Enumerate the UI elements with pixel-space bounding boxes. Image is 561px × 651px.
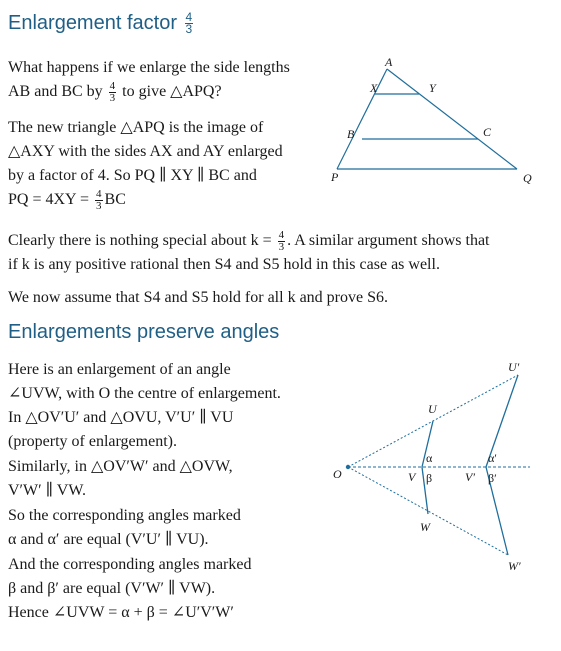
fraction: $\frac{4}{3}$ bbox=[109, 79, 116, 104]
text-line: α and α′ are equal (V′U′ ∥ VU). bbox=[8, 531, 209, 548]
paragraph-general-k bbox=[8, 229, 489, 277]
paragraph-question bbox=[8, 56, 290, 104]
label-w: W bbox=[420, 520, 430, 534]
text-line: Clearly there is nothing special about k = $\frac{4}{3}$ . A similar argument shows that bbox=[8, 228, 490, 253]
label-alpha-prime: α′ bbox=[488, 451, 497, 465]
text-line: Hence ∠UVW = α + β = ∠U′V′W′ bbox=[8, 604, 234, 621]
label-u-prime: U′ bbox=[508, 360, 520, 374]
text-line: β and β′ are equal (V′W′ ∥ VW). bbox=[8, 580, 216, 597]
label-x: X bbox=[370, 81, 378, 95]
paragraph-similarly bbox=[8, 455, 233, 503]
heading-enlargements-preserve-angles: Enlargements preserve angles bbox=[8, 321, 280, 343]
paragraph-explanation bbox=[8, 116, 283, 212]
paragraph-assumption bbox=[8, 286, 388, 310]
label-a: A bbox=[385, 55, 393, 69]
text-line: Here is an enlargement of an angle bbox=[8, 361, 231, 378]
label-b: B bbox=[347, 127, 355, 141]
text-line: by a factor of 4. So PQ ∥ XY ∥ BC and bbox=[8, 167, 257, 184]
fraction: $\frac{4}{3}$ bbox=[278, 228, 285, 253]
triangle-diagram bbox=[325, 55, 550, 190]
side-aq bbox=[387, 69, 517, 169]
label-q: Q bbox=[523, 171, 532, 185]
text-line: And the corresponding angles marked bbox=[8, 556, 252, 573]
label-u: U bbox=[428, 402, 437, 416]
side-ap bbox=[337, 69, 387, 169]
text-line: if k is any positive rational then S4 and S5 hold in this case as well. bbox=[8, 256, 440, 273]
paragraph-intro bbox=[8, 358, 281, 406]
label-v-prime: V′ bbox=[465, 470, 475, 484]
angle-enlargement-diagram bbox=[325, 360, 550, 580]
text-line: PQ = 4XY = $\frac{4}{3}$ BC bbox=[8, 187, 126, 212]
label-alpha: α bbox=[426, 451, 433, 465]
text-line: AB and BC by $\frac{4}{3}$ to give △APQ? bbox=[8, 79, 222, 104]
paragraph-property bbox=[8, 406, 233, 454]
text-line: The new triangle △APQ is the image of bbox=[8, 119, 264, 136]
text-line: ∠UVW, with O the centre of enlargement. bbox=[8, 385, 281, 402]
heading-text: Enlargement factor bbox=[8, 12, 177, 34]
heading-enlargement-factor bbox=[8, 12, 195, 35]
text-line: (property of enlargement). bbox=[8, 433, 177, 450]
paragraph-alpha bbox=[8, 504, 241, 552]
text-line: We now assume that S4 and S5 hold for all k and prove S6. bbox=[8, 289, 388, 306]
text-line: V′W′ ∥ VW. bbox=[8, 482, 86, 499]
label-beta-prime: β′ bbox=[488, 471, 497, 485]
fraction: $\frac{4}{3}$ bbox=[96, 187, 102, 212]
label-y: Y bbox=[429, 81, 436, 95]
label-w-prime: W′ bbox=[508, 559, 521, 573]
text-line: In △OV′U′ and △OVU, V′U′ ∥ VU bbox=[8, 409, 234, 426]
label-p: P bbox=[331, 170, 339, 184]
text-line: So the corresponding angles marked bbox=[8, 507, 241, 524]
paragraph-conclusion bbox=[8, 601, 234, 625]
paragraph-beta bbox=[8, 553, 251, 601]
label-o: O bbox=[333, 467, 342, 481]
text-line: Similarly, in △OV′W′ and △OVW, bbox=[8, 458, 233, 475]
point-o bbox=[346, 465, 350, 469]
label-beta: β bbox=[426, 471, 433, 485]
label-c: C bbox=[483, 125, 492, 139]
text-line: △AXY with the sides AX and AY enlarged bbox=[8, 143, 283, 160]
label-v: V bbox=[408, 470, 416, 484]
heading-fraction: $\frac{4}{3}$ bbox=[185, 10, 193, 37]
text-line: What happens if we enlarge the side lengths bbox=[8, 59, 290, 76]
